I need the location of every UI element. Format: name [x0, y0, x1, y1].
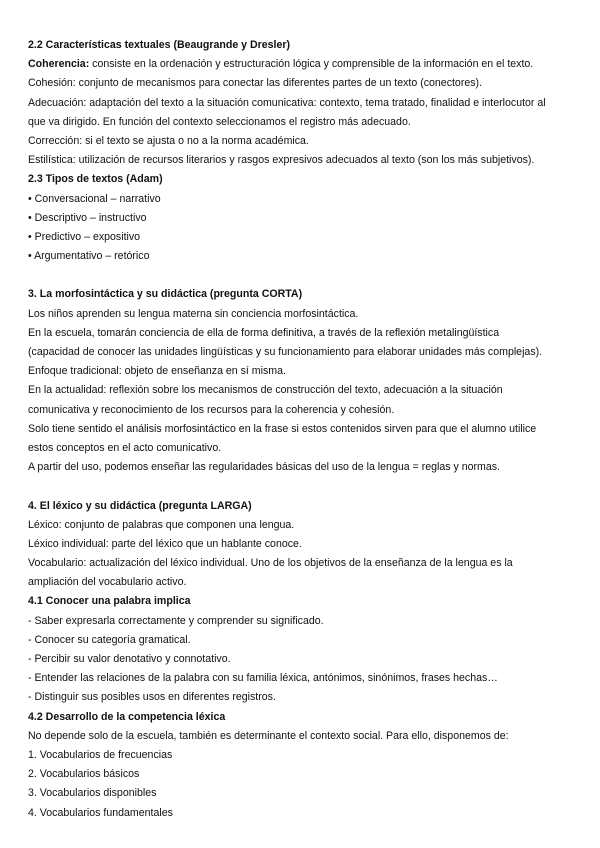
text-type-item: • Argumentativo – retórico	[28, 250, 150, 263]
text-type-item: • Predictivo – expositivo	[28, 230, 141, 243]
coherencia-line	[28, 55, 584, 74]
paragraph-line: comunicativa y reconocimiento de los recursos para la coherencia y cohesión.	[28, 403, 395, 416]
list-item: - Entender las relaciones de la palabra con su familia léxica, antónimos, sinónimos, frases hechas…	[28, 672, 498, 685]
blank-line	[28, 266, 584, 285]
coherencia-text: consiste en la ordenación y estructuración lógica y comprensible de la información en el texto.	[89, 58, 534, 71]
section-3-heading: 3. La morfosintáctica y su didáctica (pregunta CORTA)	[28, 288, 303, 301]
numbered-item: 2. Vocabularios básicos	[28, 768, 140, 781]
paragraph-line: En la actualidad: reflexión sobre los mecanismos de construcción del texto, adecuación a la situación	[28, 384, 503, 397]
text-type-item: • Conversacional – narrativo	[28, 192, 161, 205]
paragraph-line: Solo tiene sentido el análisis morfosintáctico en la frase si estos contenidos sirven para que el alumno utilice	[28, 422, 537, 435]
section-4-1-heading: 4.1 Conocer una palabra implica	[28, 595, 191, 608]
list-item: - Distinguir sus posibles usos en diferentes registros.	[28, 691, 276, 704]
paragraph-line: Los niños aprenden su lengua materna sin conciencia morfosintáctica.	[28, 307, 359, 320]
paragraph-line: Enfoque tradicional: objeto de enseñanza en sí misma.	[28, 365, 286, 378]
document-page	[28, 36, 584, 823]
section-2-3-heading: 2.3 Tipos de textos (Adam)	[28, 173, 163, 186]
section-4-heading: 4. El léxico y su didáctica (pregunta LARGA)	[28, 499, 252, 512]
section-2-2-heading: 2.2 Características textuales (Beaugrande y Dresler)	[28, 39, 291, 51]
numbered-item: 1. Vocabularios de frecuencias	[28, 748, 173, 761]
adecuacion-line-2: que va dirigido. En función del contexto seleccionamos el registro más adecuado.	[28, 115, 411, 128]
cohesion-line: Cohesión: conjunto de mecanismos para conectar las diferentes partes de un texto (conectores).	[28, 77, 483, 90]
paragraph-line: En la escuela, tomarán conciencia de ella de forma definitiva, a través de la reflexión metalingüística	[28, 326, 500, 339]
paragraph-line: ampliación del vocabulario activo.	[28, 576, 187, 589]
list-item: - Percibir su valor denotativo y connotativo.	[28, 653, 231, 665]
coherencia-term: Coherencia:	[28, 58, 90, 71]
numbered-item: 3. Vocabularios disponibles	[28, 787, 157, 800]
blank-line	[28, 477, 584, 496]
text-type-item: • Descriptivo – instructivo	[28, 211, 147, 224]
paragraph-line: No depende solo de la escuela, también es determinante el contexto social. Para ello, disponemos de:	[28, 729, 509, 742]
paragraph-line: estos conceptos en el acto comunicativo.	[28, 441, 222, 454]
list-item: - Conocer su categoría gramatical.	[28, 633, 191, 646]
paragraph-line: Vocabulario: actualización del léxico individual. Uno de los objetivos de la enseñanza de la lengua es la	[28, 557, 513, 570]
section-4-2-heading: 4.2 Desarrollo de la competencia léxica	[28, 710, 226, 723]
correccion-line: Corrección: si el texto se ajusta o no a la norma académica.	[28, 134, 309, 147]
paragraph-line: Léxico individual: parte del léxico que un hablante conoce.	[28, 537, 302, 550]
list-item: - Saber expresarla correctamente y comprender su significado.	[28, 614, 324, 627]
paragraph-line: A partir del uso, podemos enseñar las regularidades básicas del uso de la lengua = reglas y normas.	[28, 461, 500, 474]
estilistica-line: Estilística: utilización de recursos literarios y rasgos expresivos adecuados al texto (son los más subjetivos).	[28, 154, 535, 167]
adecuacion-line-1: Adecuación: adaptación del texto a la situación comunicativa: contexto, tema tratado, finalidad e interlocutor al	[28, 96, 546, 109]
paragraph-line: Léxico: conjunto de palabras que componen una lengua.	[28, 518, 295, 531]
paragraph-line: (capacidad de conocer las unidades lingüísticas y su funcionamiento para elaborar unidades más complejas).	[28, 346, 543, 358]
numbered-item: 4. Vocabularios fundamentales	[28, 806, 173, 819]
